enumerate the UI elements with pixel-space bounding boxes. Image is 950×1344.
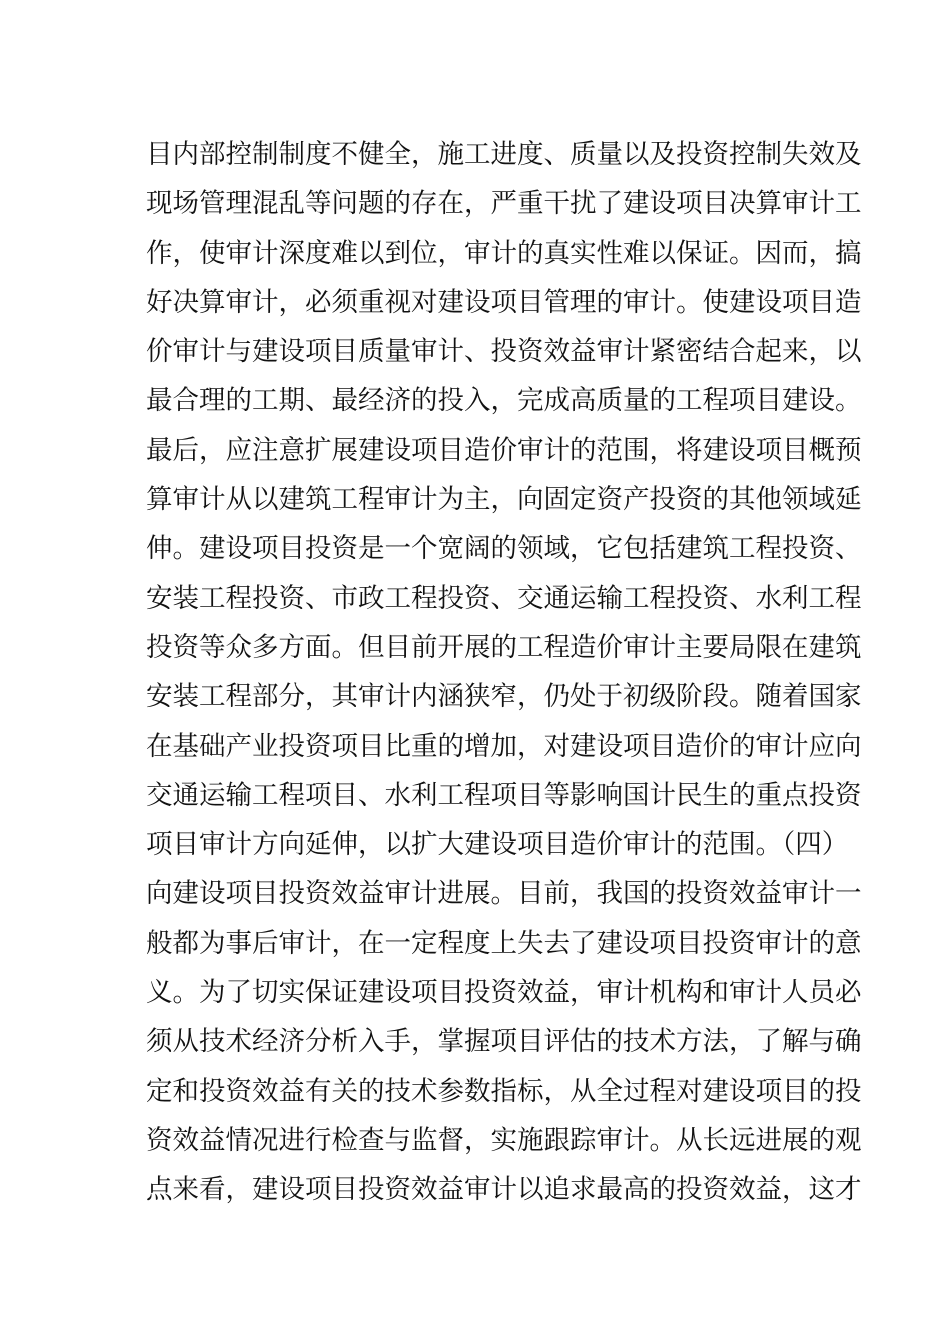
text-line: 作，使审计深度难以到位，审计的真实性难以保证。因而，搞 [146, 237, 862, 269]
text-line: 算审计从以建筑工程审计为主，向固定资产投资的其他领域延 [146, 484, 862, 516]
text-line: 般都为事后审计，在一定程度上失去了建设项目投资审计的意 [146, 927, 862, 959]
text-line: 投资等众多方面。但目前开展的工程造价审计主要局限在建筑 [146, 631, 862, 663]
text-line: 项目审计方向延伸，以扩大建设项目造价审计的范围。（四） [146, 829, 849, 861]
text-line: 最合理的工期、最经济的投入，完成高质量的工程项目建设。 [146, 385, 862, 417]
text-line: 伸。建设项目投资是一个宽阔的领域，它包括建筑工程投资、 [146, 533, 862, 565]
text-line: 好决算审计，必须重视对建设项目管理的审计。使建设项目造 [146, 286, 862, 318]
text-line: 安装工程投资、市政工程投资、交通运输工程投资、水利工程 [146, 582, 862, 614]
text-line: 现场管理混乱等问题的存在，严重干扰了建设项目决算审计工 [146, 188, 862, 220]
text-line: 目内部控制制度不健全，施工进度、质量以及投资控制失效及 [146, 139, 862, 170]
text-line: 价审计与建设项目质量审计、投资效益审计紧密结合起来，以 [146, 336, 862, 368]
text-line: 在基础产业投资项目比重的增加，对建设项目造价的审计应向 [146, 730, 862, 762]
text-line: 义。为了切实保证建设项目投资效益，审计机构和审计人员必 [146, 977, 862, 1009]
text-line: 资效益情况进行检查与监督，实施跟踪审计。从长远进展的观 [146, 1124, 862, 1156]
text-line: 须从技术经济分析入手，掌握项目评估的技术方法，了解与确 [146, 1026, 862, 1058]
text-line: 定和投资效益有关的技术参数指标，从全过程对建设项目的投 [146, 1075, 862, 1107]
text-line: 交通运输工程项目、水利工程项目等影响国计民生的重点投资 [146, 779, 862, 811]
body-text [146, 130, 862, 1215]
text-line: 安装工程部分，其审计内涵狭窄，仍处于初级阶段。随着国家 [146, 681, 862, 713]
text-line: 最后，应注意扩展建设项目造价审计的范围，将建设项目概预 [146, 434, 862, 466]
text-line: 向建设项目投资效益审计进展。目前，我国的投资效益审计一 [146, 878, 862, 910]
text-line: 点来看，建设项目投资效益审计以追求最高的投资效益，这才 [146, 1174, 862, 1206]
